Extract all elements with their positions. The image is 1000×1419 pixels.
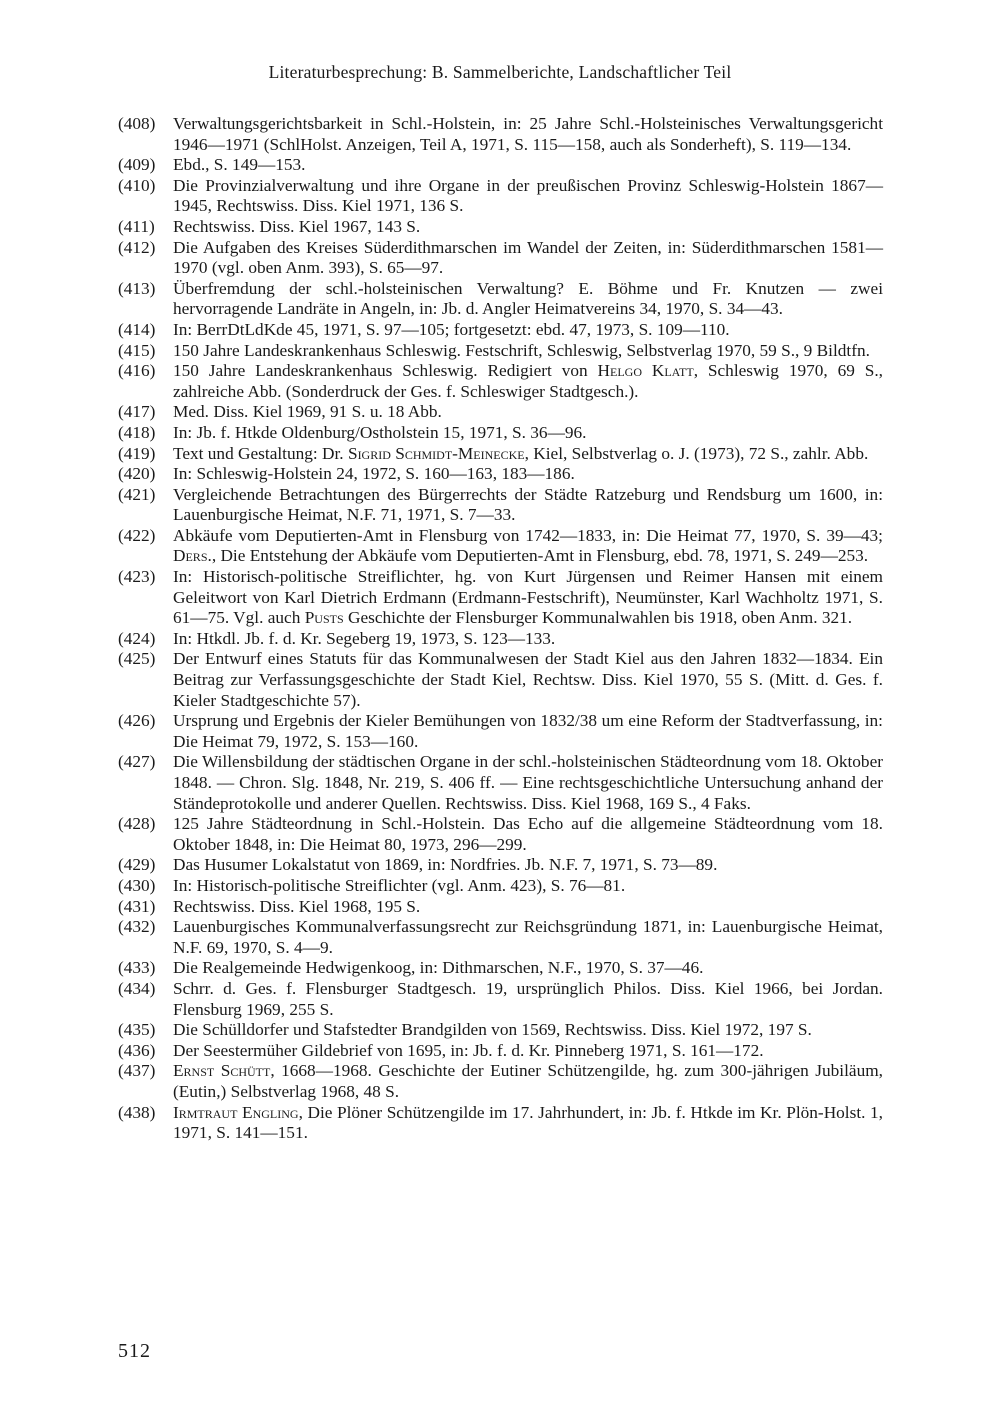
footnote-number: (412): [118, 237, 156, 257]
footnote-number: (410): [118, 175, 156, 195]
footnote-number: (414): [118, 319, 156, 339]
citation-text: Der Entwurf eines Statuts für das Kommunalwesen der Stadt Kiel aus den Jahren 1832—1834. Ein Beitrag zur Verfassungsgeschichte der Stadt Kiel, Rechtsw. Diss. Kiel 1970, 55 S. (Mitt. d. Ges. f. Kieler Stadtgeschichte 57).: [173, 649, 883, 710]
footnote-text: [173, 526, 883, 566]
citation-text: In: Historisch-politische Streiflichter, hg. von Kurt Jürgensen und Reimer Hansen mit einem Geleitwort von Karl Dietrich Erdmann (Erdmann-Festschrift), Neumünster, Karl Wachholtz 1971, S. 61—75. Vgl. auch: [173, 567, 883, 628]
footnote-text: [173, 1041, 764, 1060]
footnote-entry: [118, 876, 883, 897]
footnote-number: (421): [118, 484, 156, 504]
footnote-number: (415): [118, 340, 156, 360]
footnote-number: (418): [118, 422, 156, 442]
footnote-text: [173, 279, 883, 319]
author-name: Helgo Klatt: [597, 361, 694, 381]
footnote-entry: [118, 855, 883, 876]
footnote-number: (423): [118, 567, 156, 587]
footnote-entry: [118, 423, 883, 444]
footnote-text: [173, 320, 730, 339]
author-name: Ders.: [173, 546, 212, 566]
citation-text: Die Provinzialverwaltung und ihre Organe in der preußischen Provinz Schleswig-Holstein 1867—1945, Rechtswiss. Diss. Kiel 1971, 136 S.: [173, 175, 883, 216]
citation-text: Rechtswiss. Diss. Kiel 1968, 195 S.: [173, 896, 421, 916]
footnote-number: (424): [118, 628, 156, 648]
citation-text: 150 Jahre Landeskrankenhaus Schleswig. Festschrift, Schleswig, Selbstverlag 1970, 59 S., 9 Bildtfn.: [173, 340, 870, 360]
footnote-text: [173, 217, 420, 236]
author-name: Pusts: [304, 608, 344, 628]
citation-text: , Die Plöner Schützengilde im 17. Jahrhundert, in: Jb. f. Htkde im Kr. Plön-Holst. 1, 1971, S. 141—151.: [173, 1102, 884, 1143]
citation-text: Überfremdung der schl.-holsteinischen Verwaltung? E. Böhme und Fr. Knutzen — zwei hervorragende Landräte in Angeln, in: Jb. d. Angler Heimatvereins 34, 1970, S. 34—43.: [173, 278, 883, 319]
footnote-entry: [118, 1020, 883, 1041]
footnote-number: (438): [118, 1102, 156, 1122]
footnote-entry: [118, 1041, 883, 1062]
citation-text: Geschichte der Flensburger Kommunalwahlen bis 1918, oben Anm. 321.: [343, 608, 853, 628]
footnote-text: [173, 814, 883, 854]
footnote-text: [173, 897, 420, 916]
citation-text: Vergleichende Betrachtungen des Bürgerrechts der Städte Ratzeburg und Rendsburg um 1600, in: Lauenburgische Heimat, N.F. 71, 1971, S. 7—33.: [173, 484, 883, 525]
footnote-entry: [118, 958, 883, 979]
footnote-entry: [118, 361, 883, 402]
footnote-text: [173, 979, 883, 1019]
footnote-text: [173, 629, 555, 648]
footnote-entry: [118, 629, 883, 650]
footnote-number: (419): [118, 443, 156, 463]
footnote-entry: [118, 320, 883, 341]
citation-text: Die Realgemeinde Hedwigenkoog, in: Dithmarschen, N.F., 1970, S. 37—46.: [173, 958, 704, 978]
footnote-number: (425): [118, 649, 156, 669]
running-head: Literaturbesprechung: B. Sammelberichte, Landschaftlicher Teil: [268, 62, 732, 82]
citation-text: 150 Jahre Landeskrankenhaus Schleswig. Redigiert von: [173, 361, 598, 381]
footnote-entry: [118, 814, 883, 855]
footnote-entry: [118, 1103, 883, 1144]
citation-text: Rechtswiss. Diss. Kiel 1967, 143 S.: [173, 216, 421, 236]
citation-text: 125 Jahre Städteordnung in Schl.-Holstein. Das Echo auf die allgemeine Städteordnung vom 18. Oktober 1848, in: Die Heimat 80, 1973, 296—299.: [173, 814, 883, 854]
footnote-text: [173, 876, 625, 895]
footnote-entry: [118, 217, 883, 238]
footnote-number: (428): [118, 814, 156, 834]
footnote-number: (433): [118, 958, 156, 978]
footnote-text: [173, 341, 870, 360]
citation-text: Schrr. d. Ges. f. Flensburger Stadtgesch. 19, ursprünglich Philos. Diss. Kiel 1966, bei Jordan. Flensburg 1969, 255 S.: [173, 978, 883, 1019]
citation-text: Verwaltungsgerichtsbarkeit in Schl.-Holstein, in: 25 Jahre Schl.-Holsteinisches Verwaltungsgericht 1946—1971 (SchlHolst. Anzeigen, Teil A, 1971, S. 115—158, auch als Sonderheft), S. 119—134.: [173, 114, 883, 154]
citation-text: In: Jb. f. Htkde Oldenburg/Ostholstein 15, 1971, S. 36—96.: [173, 422, 587, 442]
footnote-entry: [118, 897, 883, 918]
footnote-entry: [118, 176, 883, 217]
citation-text: , Kiel, Selbstverlag o. J. (1973), 72 S., zahlr. Abb.: [524, 443, 869, 463]
author-name: Ernst Schütt: [173, 1061, 271, 1081]
footnote-number: (427): [118, 752, 156, 772]
footnote-number: (416): [118, 361, 156, 381]
footnote-entry: [118, 485, 883, 526]
footnote-entry: [118, 1061, 883, 1102]
footnote-text: [173, 464, 575, 483]
footnote-number: (429): [118, 855, 156, 875]
footnote-text: [173, 361, 883, 401]
footnote-number: (431): [118, 896, 156, 916]
footnote-entry: [118, 155, 883, 176]
citation-text: Der Seestermüher Gildebrief von 1695, in: Jb. f. d. Kr. Pinneberg 1971, S. 161—172.: [173, 1040, 764, 1060]
citation-text: , Schleswig 1970, 69 S., zahlreiche Abb. (Sonderdruck der Ges. f. Schleswiger Stadtgesch.).: [173, 361, 883, 401]
footnote-text: [173, 711, 883, 751]
citation-text: Die Willensbildung der städtischen Organe in der schl.-holsteinischen Städteordnung vom 18. Oktober 1848. — Chron. Slg. 1848, Nr. 219, S. 406 ff. — Eine rechtsgeschichtliche Untersuchung anhand der Ständeprotokolle und anderer Quellen. Rechtswiss. Diss. Kiel 1968, 169 S., 4 Faks.: [173, 752, 883, 813]
citation-text: Die Schülldorfer und Stafstedter Brandgilden von 1569, Rechtswiss. Diss. Kiel 1972, 197 S.: [173, 1020, 812, 1040]
footnote-text: [173, 238, 883, 278]
footnote-number: (437): [118, 1061, 156, 1081]
footnote-text: [173, 649, 883, 709]
citation-text: In: Schleswig-Holstein 24, 1972, S. 160—163, 183—186.: [173, 464, 575, 484]
footnote-text: [173, 752, 883, 812]
footnote-number: (435): [118, 1020, 156, 1040]
footnote-entry: [118, 711, 883, 752]
footnote-number: (436): [118, 1040, 156, 1060]
footnote-text: [173, 1061, 883, 1101]
footnote-text: [173, 402, 442, 421]
citation-text: Ebd., S. 149—153.: [173, 155, 306, 175]
footnote-text: [173, 155, 306, 174]
footnote-text: [173, 855, 717, 874]
citation-text: Die Aufgaben des Kreises Süderdithmarschen im Wandel der Zeiten, in: Süderdithmarschen 1581—1970 (vgl. oben Anm. 393), S. 65—97.: [173, 237, 883, 278]
citation-text: , Die Entstehung der Abkäufe vom Deputierten-Amt in Flensburg, ebd. 78, 1971, S. 249—253.: [211, 546, 869, 566]
footnote-text: [173, 423, 586, 442]
footnote-number: (426): [118, 711, 156, 731]
footnote-number: (409): [118, 155, 156, 175]
footnote-entry: [118, 279, 883, 320]
footnote-text: [173, 1020, 812, 1039]
citation-text: In: BerrDtLdKde 45, 1971, S. 97—105; fortgesetzt: ebd. 47, 1973, S. 109—110.: [173, 319, 730, 339]
citation-text: Lauenburgisches Kommunalverfassungsrecht zur Reichsgründung 1871, in: Lauenburgische Heimat, N.F. 69, 1970, S. 4—9.: [173, 917, 883, 957]
citation-text: In: Htkdl. Jb. f. d. Kr. Segeberg 19, 1973, S. 123—133.: [173, 628, 556, 648]
footnote-text: [173, 958, 703, 977]
footnote-number: (432): [118, 917, 156, 937]
footnote-entry: [118, 526, 883, 567]
citation-text: Text und Gestaltung: Dr.: [173, 443, 348, 463]
footnote-text: [173, 567, 883, 627]
citation-text: Med. Diss. Kiel 1969, 91 S. u. 18 Abb.: [173, 402, 442, 422]
footnote-number: (417): [118, 402, 156, 422]
footnote-list: [118, 114, 883, 1144]
citation-text: Das Husumer Lokalstatut von 1869, in: Nordfries. Jb. N.F. 7, 1971, S. 73—89.: [173, 855, 718, 875]
footnote-entry: [118, 752, 883, 814]
footnote-number: (430): [118, 875, 156, 895]
footnote-number: (408): [118, 114, 156, 133]
footnote-number: (434): [118, 978, 156, 998]
footnote-text: [173, 114, 883, 154]
footnote-number: (420): [118, 464, 156, 484]
footnote-entry: [118, 238, 883, 279]
citation-text: In: Historisch-politische Streiflichter (vgl. Anm. 423), S. 76—81.: [173, 875, 626, 895]
footnote-entry: [118, 649, 883, 711]
footnote-text: [173, 1103, 883, 1143]
footnote-number: (413): [118, 278, 156, 298]
footnote-number: (422): [118, 525, 156, 545]
footnote-number: (411): [118, 216, 155, 236]
page-number: 512: [118, 1340, 151, 1362]
footnote-text: [173, 917, 883, 957]
footnote-entry: [118, 567, 883, 629]
footnote-entry: [118, 114, 883, 155]
footnote-text: [173, 176, 883, 216]
author-name: Irmtraut Engling: [173, 1102, 299, 1122]
footnote-entry: [118, 402, 883, 423]
footnote-entry: [118, 979, 883, 1020]
citation-text: Ursprung und Ergebnis der Kieler Bemühungen von 1832/38 um eine Reform der Stadtverfassung, in: Die Heimat 79, 1972, S. 153—160.: [173, 711, 883, 751]
footnote-entry: [118, 917, 883, 958]
footnote-entry: [118, 444, 883, 465]
citation-text: , 1668—1968. Geschichte der Eutiner Schützengilde, hg. zum 300-jährigen Jubiläum, (Eutin,) Selbstverlag 1968, 48 S.: [173, 1061, 883, 1101]
footnote-text: [173, 485, 883, 525]
footnote-text: [173, 444, 868, 463]
author-name: Sigrid Schmidt-Meinecke: [347, 443, 525, 463]
footnote-entry: [118, 464, 883, 485]
footnote-entry: [118, 341, 883, 362]
citation-text: Abkäufe vom Deputierten-Amt in Flensburg von 1742—1833, in: Die Heimat 77, 1970, S. 39—43;: [173, 525, 883, 545]
